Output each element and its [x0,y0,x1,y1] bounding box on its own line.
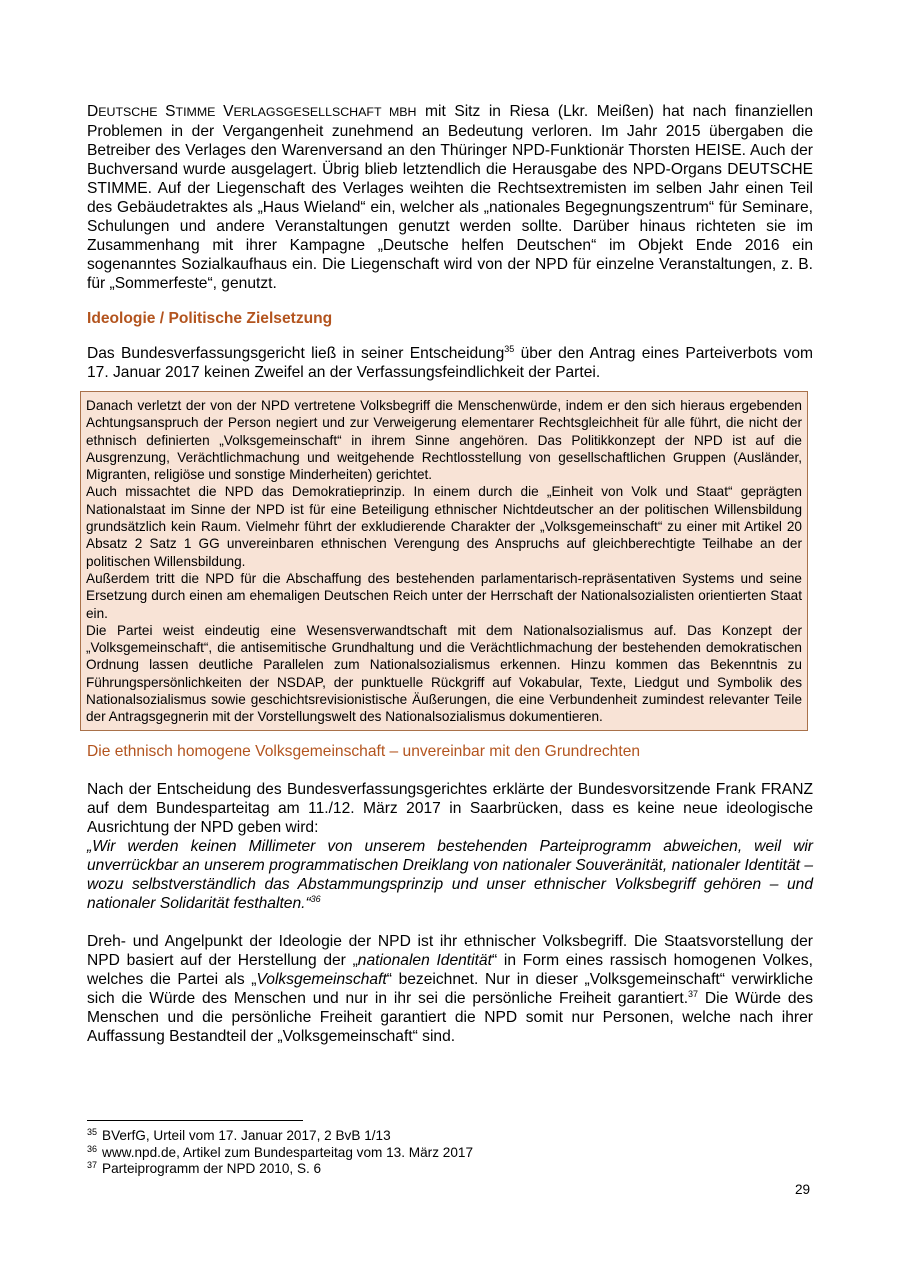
paragraph-text: mit Sitz in Riesa (Lkr. Meißen) hat nach finanziellen Problemen in der Vergangenheit zunehmend an Bedeutung verloren. Im Jahr 2015 übergaben die Betreiber des Verlages den Warenversand an den Thüringer NPD-Funktionär Thorsten HEISE. Auch der Buchversand wurde ausgelagert. Übrig blieb letztendlich die Herausgabe des NPD-Organs DEUTSCHE STIMME. Auf der Liegenschaft des Verlages weihten die Rechtsextremisten im selben Jahr einen Teil des Gebäudetraktes als „Haus Wieland“ ein, welcher als „nationales Begegnungszentrum“ für Seminare, Schulungen und andere Veranstaltungen genutzt werden sollte. Darüber hinaus richteten sie im Zusammenhang mit ihrer Kampagne „Deutsche helfen Deutschen“ im Objekt Ende 2016 ein sogenanntes Sozialkaufhaus ein. Die Liegenschaft wird von der NPD für einzelne Veranstaltungen, z. B. für „Sommerfeste“, genutzt. [87,103,813,292]
footnote-number: 37 [87,1160,98,1170]
subsection-heading: Die ethnisch homogene Volksgemeinschaft – unvereinbar mit den Grundrechten [87,742,641,760]
emphasis-text: nationalen Identität [357,951,492,969]
footnote-separator [87,1120,303,1121]
paragraph-franz: Nach der Entscheidung des Bundesverfassungsgerichtes erklärte der Bundesvorsitzende Frank FRANZ auf dem Bundesparteitag am 11./12. März 2017 in Saarbrücken, dass es keine neue ideologische Ausrichtung der NPD geben wird: [87,780,813,836]
footnote-ref: 35 [504,344,515,354]
quote-paragraph [87,837,813,913]
footnote-ref: 36 [310,893,321,904]
paragraph-text: “ bezeichnet. Nur in dieser „Volksgemeinschaft“ verwirkliche sich die Würde des Menschen und nur in ihr sei die persönliche Freiheit garantiert. [87,970,813,1007]
quote-text: „Wir werden keinen Millimeter von unserem bestehenden Parteiprogramm abweichen, weil wir unverrückbar an unserem programmatischen Dreiklang von nationaler Souveränität, nationaler Identität – wozu selbstverständlich das Abstammungsprinzip und unser ethnischer Volksbegriff gehören – und nationaler Solidarität festhalten.“ [87,837,813,912]
footnote-number: 36 [87,1143,98,1154]
paragraph-text: über den Antrag eines Parteiverbots vom 17. Januar 2017 keinen Zweifel an der Verfassungsfeindlichkeit der Partei. [87,345,813,381]
footnote-text: Parteiprogramm der NPD 2010, S. 6 [102,1161,322,1176]
paragraph-text: Die Würde des Menschen und die persönliche Freiheit garantiert die NPD somit nur Personen, welche nach ihrer Auffassung Bestandteil der „Volksgemeinschaft“ sind. [87,989,813,1045]
paragraph-text: Dreh- und Angelpunkt der Ideologie der NPD ist ihr ethnischer Volksbegriff. Die Staatsvorstellung der NPD basiert auf der Herstellung der „ [87,932,813,969]
smallcaps-text: ERLAGSGESELLSCHAFT MBH [233,105,417,119]
footnote [87,1161,473,1178]
footnote [87,1128,473,1145]
box-paragraph: Die Partei weist eindeutig eine Wesensverwandtschaft mit dem Nationalsozialismus auf. Das Konzept der „Volksgemeinschaft“, die antisemitische Grundhaltung und die Verächtlichmachung der bestehenden demokratischen Ordnung lassen deutliche Parallelen zum Nationalsozialismus erkennen. Hinzu kommen das Bekenntnis zu Führungspersönlichkeiten der NSDAP, der punktuelle Rückgriff auf Vokabular, Texte, Liedgut und Symbolik des Nationalsozialismus sowie geschichtsrevisionistische Äußerungen, die eine Verbundenheit zumindest relevanter Teile der Antragsgegnerin mit der Vorstellungswelt des Nationalsozialismus dokumentieren. [86,622,802,725]
paragraph-volksbegriff [87,932,813,1046]
footnote-ref: 37 [688,988,699,999]
footnote [87,1145,473,1162]
footnote-number: 35 [87,1127,98,1137]
box-paragraph: Danach verletzt der von der NPD vertretene Volksbegriff die Menschenwürde, indem er den sich hieraus ergebenden Achtungsanspruch der Person negiert und zur Verweigerung elementarer Rechtsgleichheit für alle führt, die nicht der ethnisch definierten „Volksgemeinschaft“ in ihrem Sinne angehören. Das Politikkonzept der NPD ist auf die Ausgrenzung, Verächtlichmachung und weitgehende Rechtlosstellung von gesellschaftlichen Gruppen (Ausländer, Migranten, religiöse und sonstige Minderheiten) gerichtet. [86,398,802,483]
page-body [87,102,813,1046]
page-number: 29 [795,1182,811,1197]
smallcaps-text: TIMME [175,105,224,119]
court-ruling-box [80,391,808,731]
paragraph-bverfg [87,344,813,382]
paragraph-text: Das Bundesverfassungsgericht ließ in seiner Entscheidung [87,345,505,362]
footnotes [87,1128,473,1178]
footnote-text: BVerfG, Urteil vom 17. Januar 2017, 2 BvB 1/13 [102,1128,391,1143]
smallcaps-text: EUTSCHE [98,105,166,119]
smallcaps-initial: V [223,103,234,120]
paragraph-text: “ in Form eines rassisch homogenen Volkes, welches die Partei als „ [87,951,814,988]
smallcaps-initial: D [87,103,99,120]
paragraph-verlag [87,102,813,293]
footnote-text: www.npd.de, Artikel zum Bundesparteitag vom 13. März 2017 [102,1144,474,1160]
box-paragraph: Auch missachtet die NPD das Demokratieprinzip. In einem durch die „Einheit von Volk und Staat“ geprägten Nationalstaat im Sinne der NPD ist für eine Beteiligung ethnischer Nichtdeutscher an der politischen Willensbildung grundsätzlich kein Raum. Vielmehr führt der exkludierende Charakter der „Volksgemeinschaft“ zu einer mit Artikel 20 Absatz 2 Satz 1 GG unvereinbaren ethnischen Verengung des Anspruchs auf gleichberechtigte Teilhabe an der politischen Willensbildung. [86,484,802,569]
emphasis-text: Volksgemeinschaft [256,970,387,988]
section-heading: Ideologie / Politische Zielsetzung [87,310,333,327]
smallcaps-initial: S [165,103,176,120]
box-paragraph: Außerdem tritt die NPD für die Abschaffung des bestehenden parlamentarisch-repräsentativen Systems und seine Ersetzung durch einen am ehemaligen Deutschen Reich unter der Herrschaft der Nationalsozialisten orientierten Staat ein. [86,570,802,621]
